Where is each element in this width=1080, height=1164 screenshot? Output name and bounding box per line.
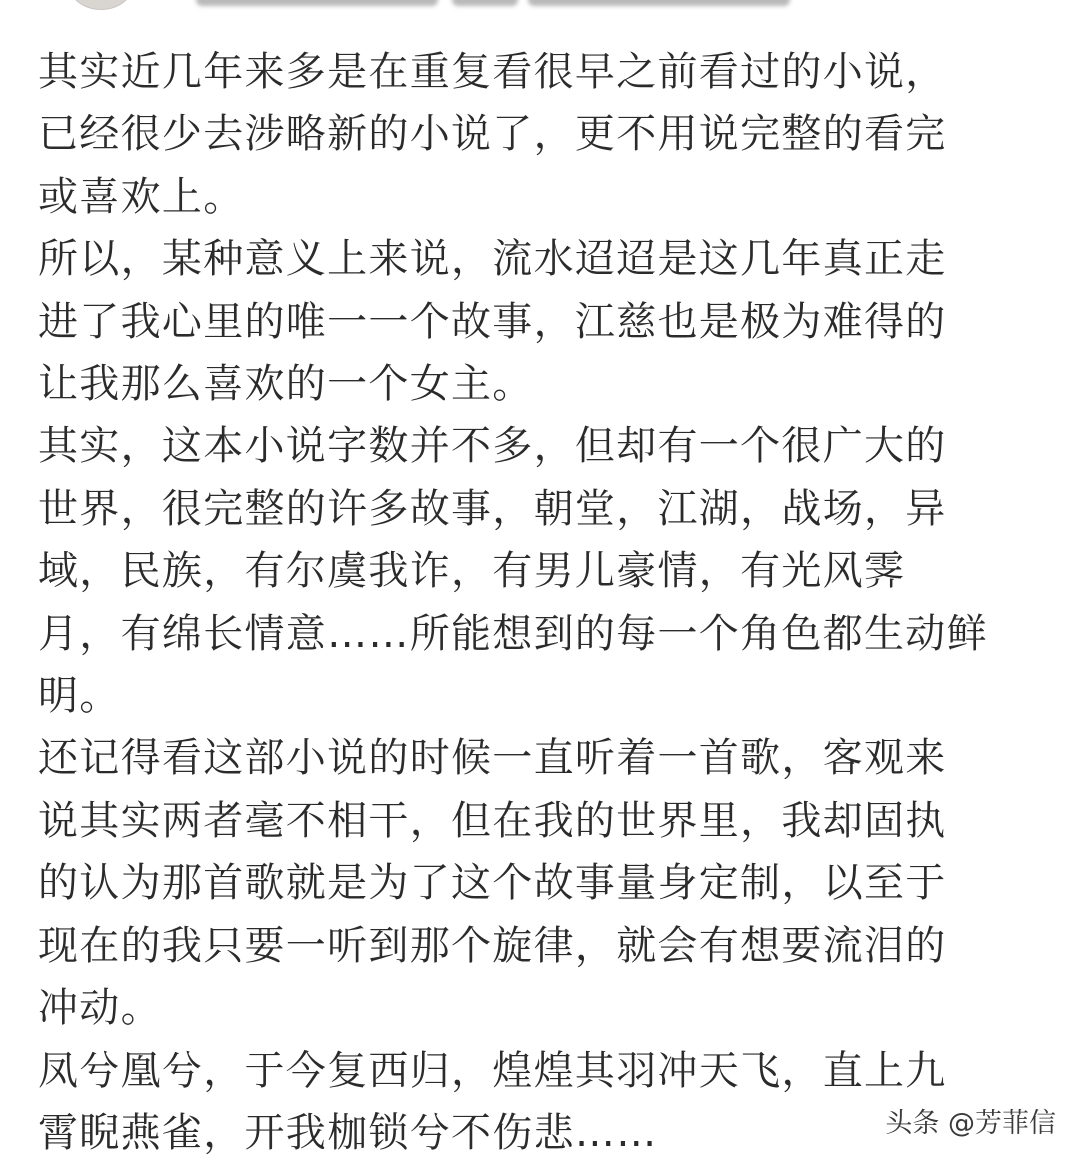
post-text: [38, 41, 1038, 1164]
post-line-7: 其实，这本小说字数并不多，但却有一个很广大的: [38, 423, 947, 470]
post-line-5: 进了我心里的唯一一个故事，江慈也是极为难得的: [38, 298, 947, 345]
post-line-12: 还记得看这部小说的时候一直听着一首歌，客观来: [38, 735, 947, 782]
post-paragraph: [38, 41, 1038, 1164]
post-line-1: 其实近几年来多是在重复看很早之前看过的小说，: [38, 49, 947, 95]
post-line-17: 凤兮凰兮，于今复西归，煌煌其羽冲天飞，直上九: [38, 1047, 947, 1094]
post-line-4: 所以，某种意义上来说，流水迢迢是这几年真正走: [38, 236, 947, 283]
header-meta-cropped: [452, 0, 518, 6]
post-line-14: 的认为那首歌就是为了这个故事量身定制，以至于: [38, 860, 947, 907]
post-line-13: 说其实两者毫不相干，但在我的世界里，我却固执: [38, 797, 947, 844]
post-line-15: 现在的我只要一听到那个旋律，就会有想要流泪的: [38, 922, 947, 969]
post-line-9: 域，民族，有尔虞我诈，有男儿豪情，有光风霁: [38, 548, 906, 595]
post-line-2: 已经很少去涉略新的小说了，更不用说完整的看完: [38, 111, 947, 158]
post-line-6: 让我那么喜欢的一个女主。: [38, 361, 534, 408]
post-line-11: 明。: [38, 673, 121, 720]
header-source-cropped: [528, 0, 790, 6]
post-line-10: 月，有绵长情意……所能想到的每一个角色都生动鲜: [38, 610, 988, 657]
author-avatar[interactable]: [68, 0, 134, 10]
post-line-8: 世界，很完整的许多故事，朝堂，江湖，战场，异: [38, 485, 947, 532]
post-line-18: 霄睨燕雀，开我枷锁兮不伤悲……: [38, 1109, 658, 1156]
post-line-16: 冲动。: [38, 985, 162, 1032]
author-name-cropped[interactable]: [196, 0, 438, 6]
cropped-post-header: [0, 0, 1080, 14]
post-line-3: 或喜欢上。: [38, 173, 245, 220]
source-watermark: 头条 @芳菲信: [885, 1108, 1056, 1139]
